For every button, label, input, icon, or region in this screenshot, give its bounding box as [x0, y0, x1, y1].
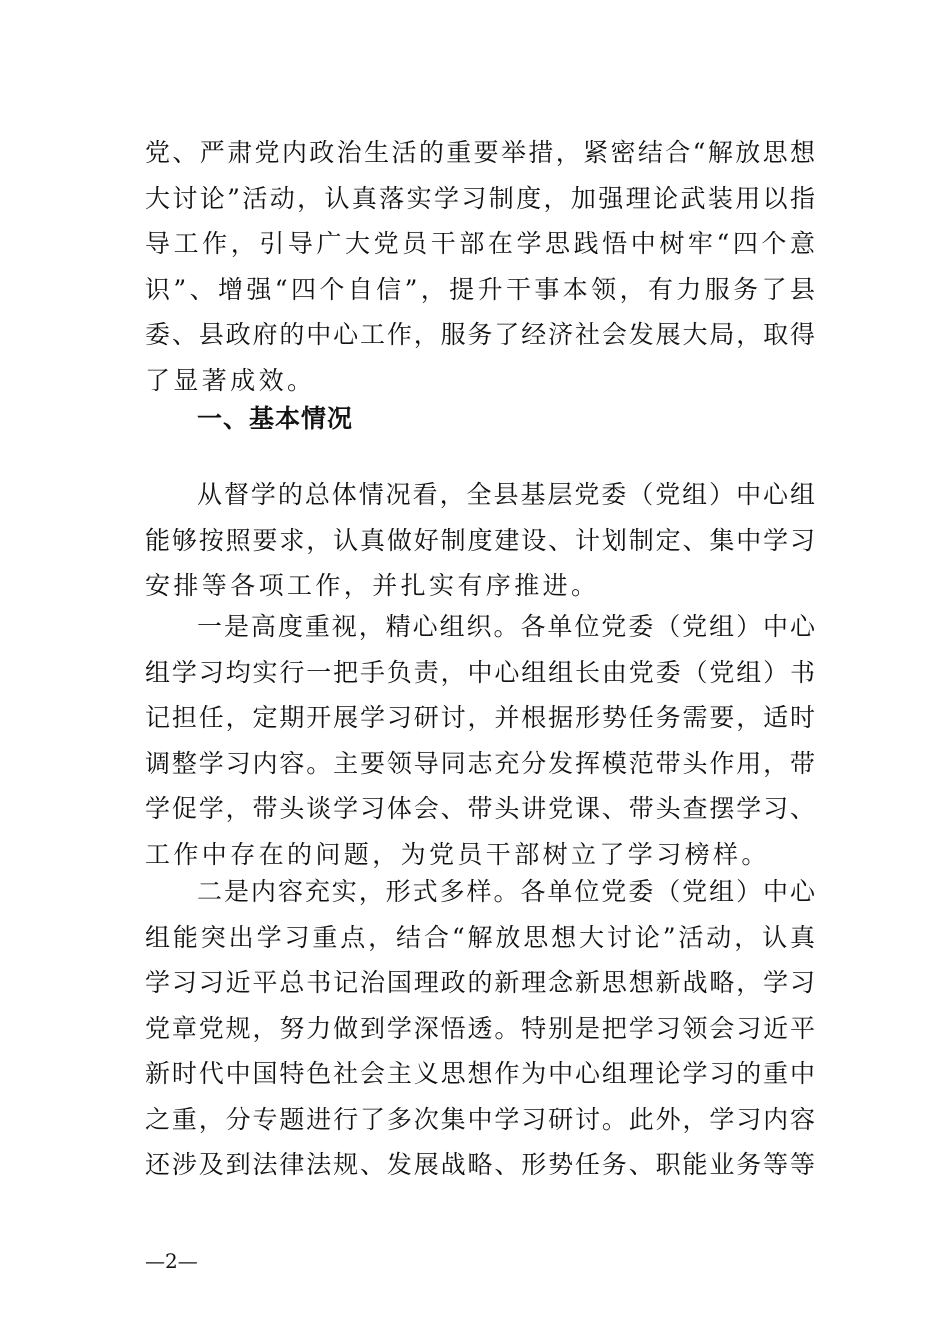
text-line: 委、县政府的中心工作，服务了经济社会发展大局，取得 — [145, 320, 815, 349]
section-heading: 一、基本情况 — [197, 404, 354, 433]
text-line: 从督学的总体情况看，全县基层党委（党组）中心组 — [197, 480, 815, 509]
text-line: 识”、增强“四个自信”，提升干事本领，有力服务了县 — [145, 274, 815, 304]
text-line: 了显著成效。 — [145, 365, 316, 395]
text-line: 之重，分专题进行了多次集中学习研讨。此外，学习内容 — [145, 1104, 815, 1134]
paragraph-overview — [145, 472, 815, 609]
text-line: 学促学，带头谈学习体会、带头讲党课、带头查摆学习、 — [145, 794, 815, 823]
text-line: 新时代中国特色社会主义思想作为中心组理论学习的重中 — [145, 1059, 815, 1088]
text-line: 调整学习内容。主要领导同志充分发挥模范带头作用，带 — [145, 748, 815, 778]
text-line: 组能突出学习重点，结合“解放思想大讨论”活动，认真 — [145, 922, 815, 952]
text-line: 党、严肃党内政治生活的重要举措，紧密结合“解放思想 — [145, 138, 815, 167]
text-line: 组学习均实行一把手负责，中心组组长由党委（党组）书 — [145, 657, 815, 687]
intro-paragraph — [145, 130, 815, 403]
text-line: 工作中存在的问题，为党员干部树立了学习榜样。 — [145, 839, 770, 869]
text-line: 还涉及到法律法规、发展战略、形势任务、职能业务等等 — [145, 1150, 815, 1179]
page-number: —2— — [145, 1249, 198, 1273]
text-line: 导工作，引导广大党员干部在学思践悟中树牢“四个意 — [145, 229, 815, 258]
text-line: 大讨论”活动，认真落实学习制度，加强理论武装用以指 — [145, 183, 815, 213]
text-line: 记担任，定期开展学习研讨，并根据形势任务需要，适时 — [145, 703, 815, 732]
text-line: 党章党规，努力做到学深悟透。特别是把学习领会习近平 — [145, 1013, 815, 1043]
text-line: 学习习近平总书记治国理政的新理念新思想新战略，学习 — [145, 968, 815, 997]
text-line: 安排等各项工作，并扎实有序推进。 — [145, 571, 600, 600]
text-line: 一是高度重视，精心组织。各单位党委（党组）中心 — [197, 612, 815, 641]
text-line: 能够按照要求，认真做好制度建设、计划制定、集中学习 — [145, 525, 815, 555]
paragraph-content — [145, 869, 815, 1188]
text-line: 二是内容充实，形式多样。各单位党委（党组）中心 — [197, 877, 815, 906]
paragraph-organization — [145, 604, 815, 877]
